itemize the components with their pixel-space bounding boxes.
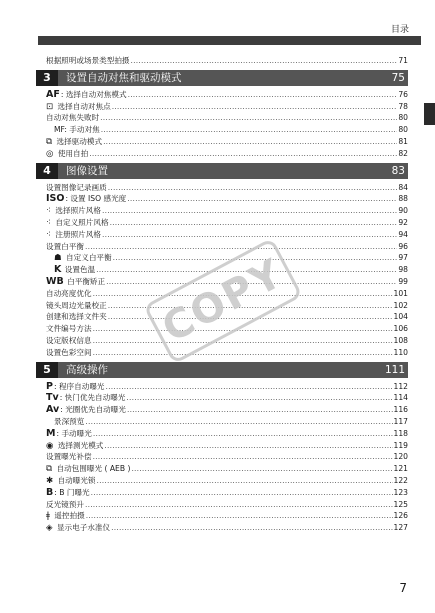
toc-entry-label xyxy=(46,404,127,416)
toc-entry-text: : 程序自动曝光 xyxy=(53,381,105,391)
toc-entry[interactable] xyxy=(46,510,408,522)
chapter-title: 高级操作 xyxy=(66,364,108,377)
toc-entry-label xyxy=(46,347,93,359)
mode-icon: ǂ xyxy=(46,511,50,522)
toc-page-number: 96 xyxy=(398,241,408,251)
dot-leader xyxy=(101,124,398,136)
dot-leader xyxy=(93,288,393,300)
toc-page-number: 125 xyxy=(393,499,408,509)
toc-entry-label xyxy=(46,124,101,136)
chapter-title: 图像设置 xyxy=(66,165,108,178)
dot-leader xyxy=(131,55,398,67)
toc-entry-text: 文件编号方法 xyxy=(46,324,92,334)
toc-page-number: 98 xyxy=(398,265,408,275)
toc-page-number: 108 xyxy=(393,335,408,345)
toc-page-number: 76 xyxy=(398,89,408,99)
dot-leader xyxy=(100,112,397,124)
mode-icon: Tv xyxy=(46,392,59,404)
toc-page-number: 110 xyxy=(393,347,408,357)
toc-entry-text: 选择照片风格 xyxy=(52,206,101,216)
mode-icon: P xyxy=(46,380,53,392)
toc-entry[interactable] xyxy=(46,264,408,276)
toc-entry-text: 根据照明或场景类型拍摄 xyxy=(46,56,130,65)
dot-leader xyxy=(127,404,393,416)
mode-icon: AF xyxy=(46,88,60,100)
toc-entry[interactable] xyxy=(46,193,408,205)
copy-watermark: COPY xyxy=(143,238,303,365)
chapter-heading[interactable] xyxy=(43,70,408,86)
mode-icon: ⁖ xyxy=(46,229,51,240)
toc-entry[interactable] xyxy=(46,404,408,416)
toc-entry-label xyxy=(46,229,102,241)
dot-leader xyxy=(108,311,393,323)
toc-entry[interactable] xyxy=(46,101,408,113)
toc-page-number: 117 xyxy=(393,416,408,426)
dot-leader xyxy=(131,463,392,475)
toc-entry[interactable] xyxy=(46,428,408,440)
toc-entry[interactable] xyxy=(46,89,408,101)
toc-entry-label xyxy=(46,276,106,288)
dot-leader xyxy=(112,101,398,113)
toc-page-number: 104 xyxy=(393,312,408,322)
toc-page-number: 112 xyxy=(393,381,408,391)
toc-entry-label xyxy=(46,136,103,148)
mode-icon: WB xyxy=(46,275,64,287)
toc-entry[interactable] xyxy=(46,55,408,67)
toc-entry-text: 设置图像记录画质 xyxy=(46,182,107,192)
toc-page-number: 88 xyxy=(398,194,408,204)
toc-entry-label xyxy=(46,101,112,113)
dot-leader xyxy=(126,392,392,404)
toc-entry[interactable] xyxy=(46,323,408,335)
toc-page-number: 101 xyxy=(393,288,408,298)
toc-page-number: 94 xyxy=(398,229,408,239)
toc-entry[interactable] xyxy=(46,416,408,428)
side-tab-marker xyxy=(424,103,435,125)
toc-entry-label xyxy=(46,381,106,393)
toc-page-number: 97 xyxy=(398,253,408,263)
mode-icon: ⁖ xyxy=(46,206,51,217)
dot-leader xyxy=(108,182,398,194)
toc-entry-text: 镜头周边光量校正 xyxy=(46,300,107,310)
table-of-contents xyxy=(43,55,408,534)
chapter-bar xyxy=(58,362,408,378)
toc-entry-label xyxy=(46,252,113,264)
dot-leader xyxy=(110,217,398,229)
toc-entry-text: 自动对焦失败时 xyxy=(46,113,100,123)
mode-icon: ✱ xyxy=(46,475,54,486)
toc-entry-text: 设置曝光补偿 xyxy=(46,452,92,462)
toc-entry-text: 自动包围曝光 ( AEB ) xyxy=(54,464,131,474)
toc-entry-text: 设置白平衡 xyxy=(46,241,84,251)
toc-entry[interactable] xyxy=(46,499,408,511)
dot-leader xyxy=(93,451,393,463)
toc-page-number: 121 xyxy=(393,464,408,474)
toc-entry-label xyxy=(46,499,85,511)
chapter-heading[interactable] xyxy=(43,163,408,179)
dot-leader xyxy=(128,89,398,101)
dot-leader xyxy=(106,381,393,393)
toc-entry-label xyxy=(46,193,127,205)
mode-icon: ☗ xyxy=(54,253,62,264)
dot-leader xyxy=(113,252,398,264)
toc-page-number: 114 xyxy=(393,393,408,403)
toc-entry-text: 设置色温 xyxy=(62,265,96,275)
toc-page-number: 126 xyxy=(393,511,408,521)
toc-entry-text: 自定义白平衡 xyxy=(63,253,112,263)
dot-leader xyxy=(111,522,392,534)
toc-entry-text: 创建和选择文件夹 xyxy=(46,312,107,322)
dot-leader xyxy=(96,264,397,276)
toc-entry-label xyxy=(46,522,111,534)
toc-page-number: 120 xyxy=(393,452,408,462)
dot-leader xyxy=(102,229,397,241)
mode-icon: K xyxy=(54,264,62,276)
dot-leader xyxy=(89,148,397,160)
header-rule xyxy=(38,36,421,45)
dot-leader xyxy=(85,499,393,511)
toc-entry-label xyxy=(46,335,93,347)
toc-entry-text: 遥控拍摄 xyxy=(51,511,85,521)
toc-entry-text: 选择驱动模式 xyxy=(54,136,103,146)
mode-icon: ⁖ xyxy=(46,217,51,228)
toc-entry[interactable] xyxy=(46,241,408,253)
chapter-number: 3 xyxy=(36,70,58,86)
toc-page-number: 90 xyxy=(398,206,408,216)
dot-leader xyxy=(108,300,393,312)
dot-leader xyxy=(127,193,397,205)
toc-page-number: 123 xyxy=(393,487,408,497)
dot-leader xyxy=(97,475,393,487)
toc-entry[interactable] xyxy=(46,381,408,393)
chapter-bar xyxy=(58,163,408,179)
toc-entry-label xyxy=(46,55,131,67)
toc-entry[interactable] xyxy=(46,276,408,288)
mode-icon: M xyxy=(46,427,56,439)
toc-entry[interactable] xyxy=(46,335,408,347)
mode-icon: ⧉ xyxy=(46,136,53,147)
toc-page-number: 80 xyxy=(398,113,408,123)
toc-entry-text: : 手动曝光 xyxy=(56,428,92,438)
toc-entry-text: 景深预览 xyxy=(54,416,85,426)
dot-leader xyxy=(93,335,393,347)
toc-page-number: 118 xyxy=(393,428,408,438)
toc-entry[interactable] xyxy=(46,475,408,487)
toc-entry-text: : 快门优先自动曝光 xyxy=(59,393,126,403)
toc-page-number: 92 xyxy=(398,217,408,227)
toc-page-number: 102 xyxy=(393,300,408,310)
toc-entry-text: 白平衡矫正 xyxy=(64,276,106,286)
toc-entry-label xyxy=(46,217,110,229)
dot-leader xyxy=(93,347,393,359)
toc-entry[interactable] xyxy=(46,229,408,241)
chapter-bar xyxy=(58,70,408,86)
toc-entry[interactable] xyxy=(46,217,408,229)
toc-entry-label xyxy=(46,451,93,463)
page-number: 7 xyxy=(399,581,407,595)
mode-icon: ◎ xyxy=(46,148,54,159)
toc-entry-text: 使用自拍 xyxy=(55,148,89,158)
mode-icon: B xyxy=(46,486,54,498)
toc-entry-text: 设置色彩空间 xyxy=(46,347,92,357)
toc-entry-label xyxy=(46,300,108,312)
toc-page-number: 84 xyxy=(398,182,408,192)
toc-entry[interactable] xyxy=(46,124,408,136)
toc-entry-text: 自定义照片风格 xyxy=(52,217,109,227)
toc-entry-label xyxy=(46,475,97,487)
toc-entry[interactable] xyxy=(46,463,408,475)
toc-entry[interactable] xyxy=(46,392,408,404)
mode-icon: ◉ xyxy=(46,440,54,451)
toc-entry-label xyxy=(46,428,93,440)
dot-leader xyxy=(104,440,392,452)
toc-entry[interactable] xyxy=(46,182,408,194)
toc-page-number: 127 xyxy=(393,523,408,533)
toc-entry-label xyxy=(46,148,89,160)
page-header-title: 目录 xyxy=(390,25,409,35)
toc-entry-text: 注册照片风格 xyxy=(52,229,101,239)
toc-entry[interactable] xyxy=(46,522,408,534)
toc-entry-label xyxy=(46,323,93,335)
toc-entry-label xyxy=(46,392,126,404)
toc-entry-text: 设定版权信息 xyxy=(46,335,92,345)
chapter-title: 设置自动对焦和驱动模式 xyxy=(66,72,182,85)
toc-page-number: 122 xyxy=(393,475,408,485)
toc-entry-text: : 设置 ISO 感光度 xyxy=(65,194,127,204)
mode-icon: ⊡ xyxy=(46,101,54,112)
toc-entry[interactable] xyxy=(46,311,408,323)
toc-entry-text: 自动曝光锁 xyxy=(55,475,96,485)
toc-entry-label xyxy=(46,416,85,428)
toc-page-number: 82 xyxy=(398,148,408,158)
toc-entry-label xyxy=(46,487,91,499)
toc-entry[interactable] xyxy=(46,451,408,463)
dot-leader xyxy=(93,323,393,335)
toc-entry-label xyxy=(46,288,93,300)
toc-page-number: 78 xyxy=(398,101,408,111)
dot-leader xyxy=(85,416,392,428)
toc-page-number: 119 xyxy=(393,440,408,450)
toc-entry-text: 显示电子水准仪 xyxy=(54,523,111,533)
toc-entry-label xyxy=(46,264,96,276)
mode-icon: Av xyxy=(46,404,60,416)
toc-entry[interactable] xyxy=(46,288,408,300)
dot-leader xyxy=(102,205,397,217)
toc-entry[interactable] xyxy=(46,205,408,217)
toc-page-number: 99 xyxy=(398,276,408,286)
toc-page-number: 80 xyxy=(398,125,408,135)
toc-entry-label xyxy=(46,241,85,253)
chapter-page: 75 xyxy=(391,71,405,84)
toc-entry[interactable] xyxy=(46,252,408,264)
chapter-page: 83 xyxy=(391,164,405,177)
chapter-heading[interactable] xyxy=(43,362,408,378)
toc-entry[interactable] xyxy=(46,136,408,148)
chapter-number: 4 xyxy=(36,163,58,179)
toc-entry-text: 选择测光模式 xyxy=(55,440,104,450)
toc-entry-text: 自动亮度优化 xyxy=(46,288,92,298)
toc-entry-label xyxy=(46,112,100,124)
toc-entry-label xyxy=(46,510,86,522)
toc-entry[interactable] xyxy=(46,112,408,124)
mode-icon: ◈ xyxy=(46,523,53,534)
toc-entry-label xyxy=(46,463,131,475)
toc-page-number: 71 xyxy=(398,56,408,65)
toc-entry[interactable] xyxy=(46,440,408,452)
dot-leader xyxy=(85,241,397,253)
toc-entry-text: : 选择自动对焦模式 xyxy=(60,89,127,99)
dot-leader xyxy=(86,510,393,522)
toc-entry[interactable] xyxy=(46,487,408,499)
toc-entry-text: 选择自动对焦点 xyxy=(55,101,111,111)
chapter-number: 5 xyxy=(36,362,58,378)
toc-entry-text: : B 门曝光 xyxy=(54,487,90,497)
dot-leader xyxy=(106,276,397,288)
mode-icon: ⧉ xyxy=(46,464,53,475)
toc-entry-text: MF: 手动对焦 xyxy=(54,125,100,135)
toc-entry-label xyxy=(46,182,108,194)
toc-entry-label xyxy=(46,440,104,452)
toc-entry[interactable] xyxy=(46,347,408,359)
toc-entry-label xyxy=(46,311,108,323)
toc-page-number: 81 xyxy=(398,136,408,146)
dot-leader xyxy=(103,136,397,148)
dot-leader xyxy=(93,428,393,440)
mode-icon: ISO xyxy=(46,193,65,205)
toc-page-number: 116 xyxy=(393,405,408,415)
toc-entry[interactable] xyxy=(46,300,408,312)
toc-entry-text: : 光圈优先自动曝光 xyxy=(60,405,126,415)
toc-entry-label xyxy=(46,89,128,101)
toc-page-number: 106 xyxy=(393,324,408,334)
dot-leader xyxy=(91,487,393,499)
toc-entry[interactable] xyxy=(46,148,408,160)
chapter-page: 111 xyxy=(384,363,405,376)
toc-entry-text: 反光镜预升 xyxy=(46,499,84,509)
toc-entry-label xyxy=(46,205,102,217)
